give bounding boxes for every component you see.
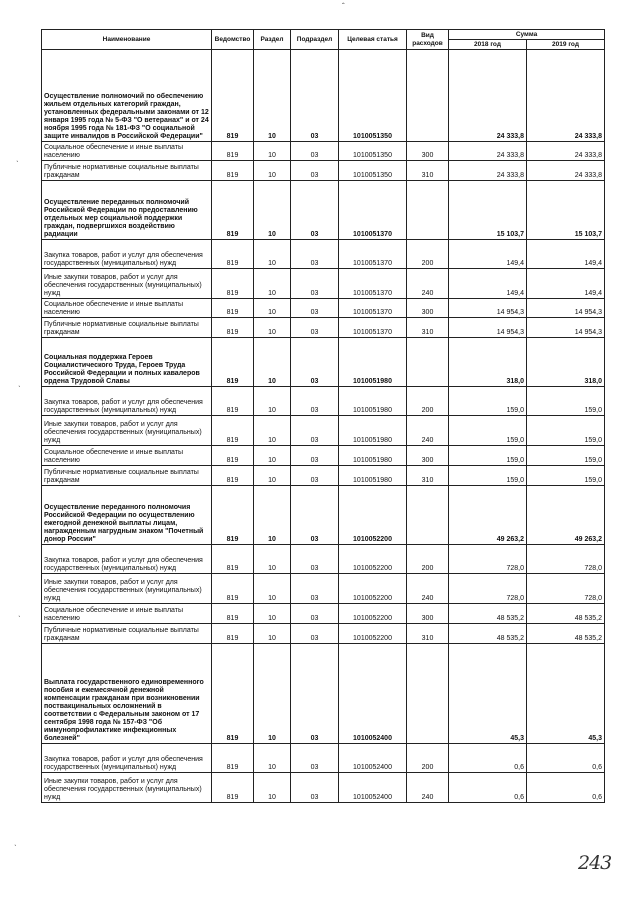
table-row [42, 644, 605, 744]
cell-dept: 819 [212, 181, 254, 240]
cell-subsection: 03 [291, 416, 339, 446]
cell-target: 1010051980 [339, 387, 407, 416]
cell-sum-2018: 24 333,8 [449, 161, 527, 181]
cell-sum-2018: 159,0 [449, 446, 527, 466]
budget-table [41, 29, 605, 803]
cell-kind: 310 [407, 161, 449, 181]
cell-sum-2019: 728,0 [527, 545, 605, 574]
cell-sum-2019: 14 954,3 [527, 299, 605, 318]
column-header-sum: Сумма [449, 30, 605, 40]
cell-subsection: 03 [291, 644, 339, 744]
cell-sum-2018: 159,0 [449, 466, 527, 486]
cell-kind: 300 [407, 604, 449, 624]
cell-sum-2018: 14 954,3 [449, 318, 527, 338]
cell-section: 10 [254, 181, 291, 240]
cell-kind [407, 338, 449, 387]
cell-name: Социальная поддержка Героев Социалистического Труда, Героев Труда Российской Федерации и полных кавалеров ордена Трудовой Славы [42, 338, 212, 387]
cell-target: 1010052400 [339, 773, 407, 803]
cell-section: 10 [254, 338, 291, 387]
cell-target: 1010051980 [339, 338, 407, 387]
cell-kind: 310 [407, 466, 449, 486]
table-row [42, 604, 605, 624]
cell-kind [407, 644, 449, 744]
table-row [42, 486, 605, 545]
column-header-subsection: Подраздел [291, 30, 339, 50]
cell-sum-2018: 15 103,7 [449, 181, 527, 240]
table-row [42, 269, 605, 299]
cell-dept: 819 [212, 486, 254, 545]
table-header [42, 30, 605, 50]
table-row [42, 624, 605, 644]
cell-kind: 240 [407, 269, 449, 299]
cell-name: Публичные нормативные социальные выплаты гражданам [42, 318, 212, 338]
cell-name: Закупка товаров, работ и услуг для обеспечения государственных (муниципальных) нужд [42, 240, 212, 269]
scan-mark: ˋ [18, 615, 21, 624]
cell-dept: 819 [212, 416, 254, 446]
cell-section: 10 [254, 387, 291, 416]
cell-sum-2018: 0,6 [449, 773, 527, 803]
cell-kind: 200 [407, 545, 449, 574]
cell-name: Осуществление переданных полномочий Российской Федерации по предоставлению отдельных мер социальной поддержки граждан, подвергшихся воздействию радиации [42, 181, 212, 240]
cell-sum-2018: 48 535,2 [449, 604, 527, 624]
cell-target: 1010052400 [339, 744, 407, 773]
cell-section: 10 [254, 604, 291, 624]
cell-subsection: 03 [291, 142, 339, 161]
cell-sum-2019: 24 333,8 [527, 142, 605, 161]
cell-subsection: 03 [291, 466, 339, 486]
cell-target: 1010051350 [339, 50, 407, 142]
cell-sum-2019: 0,6 [527, 744, 605, 773]
column-header-2018: 2018 год [449, 40, 527, 50]
cell-dept: 819 [212, 50, 254, 142]
cell-kind [407, 50, 449, 142]
cell-kind: 240 [407, 416, 449, 446]
cell-name: Иные закупки товаров, работ и услуг для обеспечения государственных (муниципальных) нужд [42, 416, 212, 446]
table-row [42, 318, 605, 338]
table-row [42, 545, 605, 574]
cell-sum-2019: 159,0 [527, 446, 605, 466]
cell-sum-2018: 45,3 [449, 644, 527, 744]
cell-subsection: 03 [291, 338, 339, 387]
cell-section: 10 [254, 486, 291, 545]
cell-dept: 819 [212, 545, 254, 574]
cell-dept: 819 [212, 644, 254, 744]
cell-subsection: 03 [291, 50, 339, 142]
cell-subsection: 03 [291, 624, 339, 644]
cell-subsection: 03 [291, 299, 339, 318]
cell-target: 1010051980 [339, 416, 407, 446]
page-number: 243 [578, 852, 612, 874]
cell-name: Социальное обеспечение и иные выплаты населению [42, 142, 212, 161]
cell-target: 1010051370 [339, 240, 407, 269]
cell-sum-2018: 49 263,2 [449, 486, 527, 545]
cell-dept: 819 [212, 269, 254, 299]
scan-mark: ˋ [18, 385, 21, 394]
cell-sum-2019: 728,0 [527, 574, 605, 604]
budget-table-sheet [41, 29, 604, 803]
cell-subsection: 03 [291, 574, 339, 604]
cell-name: Социальное обеспечение и иные выплаты населению [42, 604, 212, 624]
cell-subsection: 03 [291, 446, 339, 466]
scan-mark: ˋ [14, 844, 17, 853]
cell-target: 1010052200 [339, 574, 407, 604]
cell-subsection: 03 [291, 181, 339, 240]
column-header-2019: 2019 год [527, 40, 605, 50]
cell-name: Выплата государственного единовременного пособия и ежемесячной денежной компенсации гражданам при возникновении поствакцинальных осложнений в соответствии с Федеральным законом от 17 сентября 1998 года № 157-ФЗ "Об иммунопрофилактике инфекционных болезней" [42, 644, 212, 744]
column-header-kind: Вид расходов [407, 30, 449, 50]
cell-subsection: 03 [291, 604, 339, 624]
cell-target: 1010051980 [339, 466, 407, 486]
cell-subsection: 03 [291, 387, 339, 416]
cell-name: Осуществление переданного полномочия Российской Федерации по осуществлению ежегодной денежной выплаты лицам, награжденным нагрудным знаком "Почетный донор России" [42, 486, 212, 545]
cell-kind: 240 [407, 574, 449, 604]
cell-sum-2019: 0,6 [527, 773, 605, 803]
cell-sum-2019: 49 263,2 [527, 486, 605, 545]
cell-name: Осуществление полномочий по обеспечению жильем отдельных категорий граждан, установленных федеральными законами от 12 января 1995 года № 5-ФЗ "О ветеранах" и от 24 ноября 1995 года № 181-ФЗ "О социальной защите инвалидов в Российской Федерации" [42, 50, 212, 142]
table-row [42, 142, 605, 161]
table-row [42, 387, 605, 416]
table-row [42, 181, 605, 240]
cell-sum-2018: 149,4 [449, 269, 527, 299]
cell-dept: 819 [212, 604, 254, 624]
cell-sum-2019: 48 535,2 [527, 604, 605, 624]
cell-sum-2019: 159,0 [527, 387, 605, 416]
cell-dept: 819 [212, 773, 254, 803]
cell-subsection: 03 [291, 545, 339, 574]
cell-section: 10 [254, 644, 291, 744]
cell-section: 10 [254, 744, 291, 773]
column-header-dept: Ведомство [212, 30, 254, 50]
cell-sum-2019: 149,4 [527, 240, 605, 269]
cell-sum-2018: 48 535,2 [449, 624, 527, 644]
cell-sum-2019: 15 103,7 [527, 181, 605, 240]
cell-name: Иные закупки товаров, работ и услуг для обеспечения государственных (муниципальных) нужд [42, 269, 212, 299]
cell-kind [407, 486, 449, 545]
table-row [42, 299, 605, 318]
cell-dept: 819 [212, 338, 254, 387]
cell-dept: 819 [212, 240, 254, 269]
cell-dept: 819 [212, 161, 254, 181]
cell-sum-2018: 24 333,8 [449, 142, 527, 161]
cell-sum-2019: 318,0 [527, 338, 605, 387]
cell-sum-2018: 159,0 [449, 416, 527, 446]
cell-target: 1010052400 [339, 644, 407, 744]
cell-name: Публичные нормативные социальные выплаты гражданам [42, 624, 212, 644]
cell-section: 10 [254, 299, 291, 318]
cell-name: Закупка товаров, работ и услуг для обеспечения государственных (муниципальных) нужд [42, 387, 212, 416]
cell-kind: 200 [407, 744, 449, 773]
table-row [42, 773, 605, 803]
cell-section: 10 [254, 240, 291, 269]
cell-name: Иные закупки товаров, работ и услуг для обеспечения государственных (муниципальных) нужд [42, 574, 212, 604]
cell-target: 1010052200 [339, 624, 407, 644]
cell-section: 10 [254, 318, 291, 338]
cell-subsection: 03 [291, 269, 339, 299]
cell-section: 10 [254, 624, 291, 644]
column-header-target: Целевая статья [339, 30, 407, 50]
cell-section: 10 [254, 416, 291, 446]
cell-dept: 819 [212, 744, 254, 773]
cell-dept: 819 [212, 574, 254, 604]
cell-sum-2018: 14 954,3 [449, 299, 527, 318]
cell-sum-2018: 24 333,8 [449, 50, 527, 142]
cell-dept: 819 [212, 299, 254, 318]
cell-section: 10 [254, 269, 291, 299]
cell-kind: 310 [407, 318, 449, 338]
table-row [42, 416, 605, 446]
table-row [42, 240, 605, 269]
cell-sum-2018: 318,0 [449, 338, 527, 387]
cell-sum-2018: 149,4 [449, 240, 527, 269]
cell-name: Закупка товаров, работ и услуг для обеспечения государственных (муниципальных) нужд [42, 744, 212, 773]
cell-subsection: 03 [291, 240, 339, 269]
cell-target: 1010052200 [339, 545, 407, 574]
cell-dept: 819 [212, 318, 254, 338]
cell-name: Публичные нормативные социальные выплаты гражданам [42, 466, 212, 486]
cell-name: Социальное обеспечение и иные выплаты населению [42, 446, 212, 466]
cell-subsection: 03 [291, 773, 339, 803]
cell-subsection: 03 [291, 486, 339, 545]
cell-kind: 200 [407, 240, 449, 269]
cell-name: Публичные нормативные социальные выплаты гражданам [42, 161, 212, 181]
scan-mark: ˋ [16, 160, 19, 169]
cell-section: 10 [254, 142, 291, 161]
cell-target: 1010051370 [339, 181, 407, 240]
cell-kind [407, 181, 449, 240]
cell-kind: 240 [407, 773, 449, 803]
cell-target: 1010052200 [339, 604, 407, 624]
column-header-section: Раздел [254, 30, 291, 50]
table-body [42, 50, 605, 803]
table-row [42, 744, 605, 773]
table-row [42, 446, 605, 466]
cell-section: 10 [254, 161, 291, 181]
cell-sum-2018: 728,0 [449, 574, 527, 604]
cell-name: Социальное обеспечение и иные выплаты населению [42, 299, 212, 318]
cell-name: Закупка товаров, работ и услуг для обеспечения государственных (муниципальных) нужд [42, 545, 212, 574]
cell-sum-2019: 24 333,8 [527, 161, 605, 181]
cell-sum-2019: 45,3 [527, 644, 605, 744]
cell-sum-2019: 149,4 [527, 269, 605, 299]
table-row [42, 50, 605, 142]
cell-sum-2018: 728,0 [449, 545, 527, 574]
cell-target: 1010051350 [339, 161, 407, 181]
cell-kind: 310 [407, 624, 449, 644]
scan-mark: ˆ [342, 2, 345, 11]
cell-sum-2019: 14 954,3 [527, 318, 605, 338]
cell-section: 10 [254, 50, 291, 142]
cell-section: 10 [254, 545, 291, 574]
cell-sum-2018: 159,0 [449, 387, 527, 416]
cell-kind: 300 [407, 446, 449, 466]
cell-target: 1010051370 [339, 269, 407, 299]
cell-target: 1010052200 [339, 486, 407, 545]
cell-section: 10 [254, 773, 291, 803]
cell-section: 10 [254, 446, 291, 466]
cell-section: 10 [254, 574, 291, 604]
table-row [42, 161, 605, 181]
cell-subsection: 03 [291, 161, 339, 181]
cell-dept: 819 [212, 624, 254, 644]
cell-kind: 300 [407, 299, 449, 318]
table-row [42, 466, 605, 486]
cell-subsection: 03 [291, 744, 339, 773]
cell-kind: 200 [407, 387, 449, 416]
cell-target: 1010051980 [339, 446, 407, 466]
column-header-name: Наименование [42, 30, 212, 50]
cell-subsection: 03 [291, 318, 339, 338]
cell-target: 1010051370 [339, 299, 407, 318]
cell-name: Иные закупки товаров, работ и услуг для обеспечения государственных (муниципальных) нужд [42, 773, 212, 803]
cell-section: 10 [254, 466, 291, 486]
cell-sum-2019: 159,0 [527, 416, 605, 446]
cell-dept: 819 [212, 387, 254, 416]
cell-sum-2019: 48 535,2 [527, 624, 605, 644]
cell-target: 1010051370 [339, 318, 407, 338]
cell-sum-2019: 159,0 [527, 466, 605, 486]
cell-dept: 819 [212, 446, 254, 466]
cell-target: 1010051350 [339, 142, 407, 161]
table-row [42, 338, 605, 387]
cell-sum-2019: 24 333,8 [527, 50, 605, 142]
cell-dept: 819 [212, 466, 254, 486]
cell-sum-2018: 0,6 [449, 744, 527, 773]
cell-dept: 819 [212, 142, 254, 161]
cell-kind: 300 [407, 142, 449, 161]
table-row [42, 574, 605, 604]
